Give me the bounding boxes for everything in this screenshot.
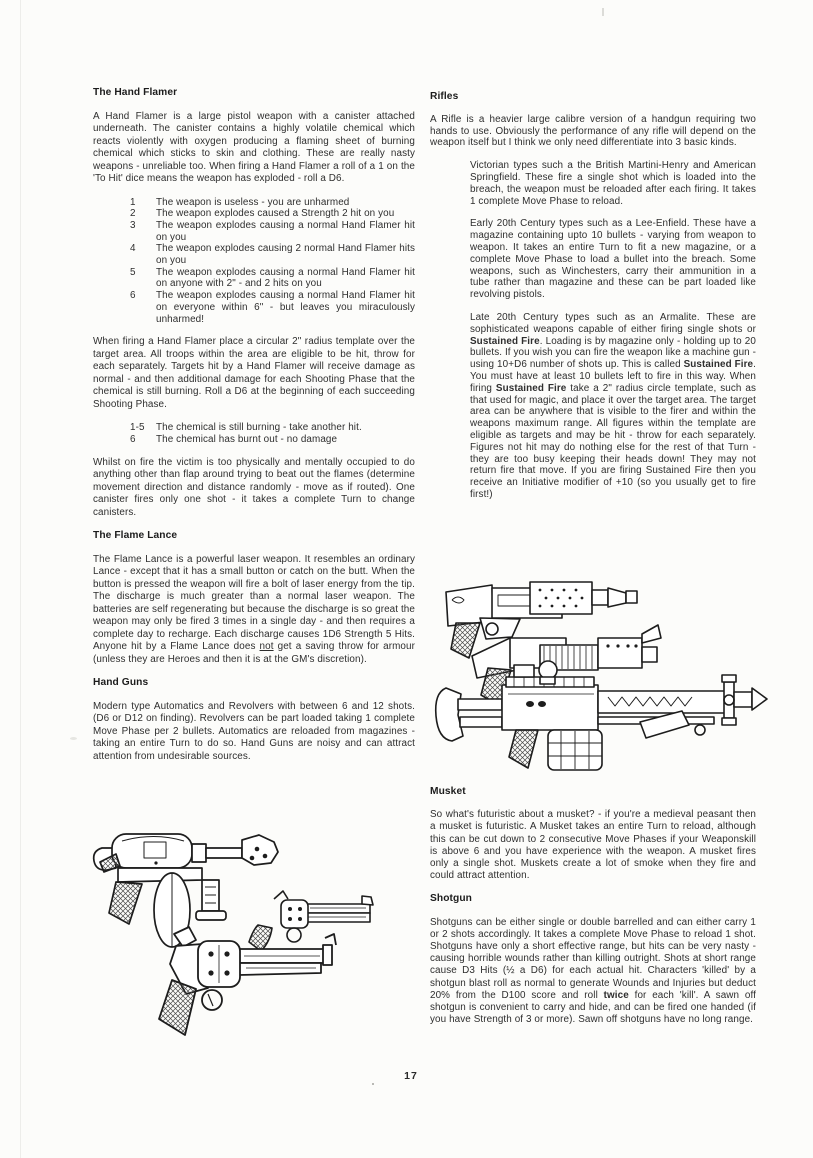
table-row xyxy=(93,267,415,290)
rifles-line-art xyxy=(430,570,772,784)
right-column-top xyxy=(430,91,756,512)
dice-roll: 6 xyxy=(130,433,136,445)
dice-roll: 6 xyxy=(130,290,136,302)
revolver-large-drawing xyxy=(159,927,336,1035)
table-row xyxy=(93,422,415,434)
scan-crease xyxy=(20,0,21,1158)
dice-result-text: The weapon explodes causing a normal Hand Flamer hit on everyone within 6" - but leaves you miraculously unharmed! xyxy=(156,290,415,325)
rifles-early20th-paragraph: Early 20th Century types such as a Lee-Enfield. These have a magazine containing upto 10 bullets - varying from weapon to weapon. It takes an entire Turn to fit a new magazine, or a complete Move Phase to load a bullet into the breach. Some weapons, such as Winchesters, carry their ammunition in a tube rather than magazine and these can be part loaded like revolving pistols. xyxy=(470,218,756,301)
table-row xyxy=(93,290,415,325)
rifles-late20th-paragraph xyxy=(470,312,756,501)
page-number: 17 xyxy=(404,1070,418,1082)
text-run: Late 20th Century types such as an Armalite. These are sophisticated weapons capable of either firing single shots or xyxy=(470,311,756,335)
dice-result-text: The chemical is still burning - take another hit. xyxy=(156,422,362,434)
table-row xyxy=(93,197,415,209)
musket-paragraph: So what's futuristic about a musket? - if you're a medieval peasant then a musket is futuristic. A Musket takes an entire Turn to reload, although this can be cut down to 2 consecutive Move Phases if your Weaponskill is above 6 and you have experience with the weapon. A musket fires only a single shot. Muskets create a lot of smoke when they fire and could attract attention. xyxy=(430,809,756,882)
section-heading-flame-lance: The Flame Lance xyxy=(93,530,178,542)
bold-text: Sustained Fire xyxy=(495,382,567,394)
rifles-victorian-paragraph: Victorian types such a the British Martini-Henry and American Springfield. These fire a single shot which is loaded into the breach, the weapon must be reloaded after each firing. It takes 1 complete Move Phase to reload. xyxy=(470,160,756,207)
dice-result-text: The weapon is useless - you are unharmed xyxy=(156,196,350,208)
section-heading-hand-flamer: The Hand Flamer xyxy=(93,87,178,98)
rifles-illustration xyxy=(430,570,772,784)
section-heading-musket: Musket xyxy=(430,786,466,797)
scan-smudge xyxy=(70,737,77,740)
bold-text: Sustained Fire xyxy=(683,359,754,371)
dice-roll: 3 xyxy=(130,219,136,231)
dice-result-text: The weapon explodes causing a normal Hand Flamer hit on you xyxy=(156,219,415,243)
hand-guns-line-art xyxy=(88,816,426,1066)
hand-flamer-intro-paragraph: A Hand Flamer is a large pistol weapon with a canister attached underneath. The canister contains a highly volatile chemical which reacts violently with oxygen producing a flaming sheet of burning chemical which sticks to skin and clothing. These are really nasty weapons - unreliable too. When firing a Hand Flamer a roll of a 1 on the 'To Hit' dice means the weapon has exploded - roll a D6. xyxy=(93,110,415,184)
bold-text: Sustained Fire xyxy=(470,335,540,347)
section-heading-shotgun: Shotgun xyxy=(430,893,473,905)
dice-result-text: The chemical has burnt out - no damage xyxy=(156,433,338,445)
dice-result-text: The weapon explodes caused a Strength 2 hit on you xyxy=(156,208,395,220)
dice-roll: 1-5 xyxy=(130,422,145,434)
text-run: for each 'kill'. A sawn off shotgun is convenient to carry and hide, and can be fired one handed (if you have Strength of 3 or more). Sawn off shotguns have no long range. xyxy=(430,989,756,1026)
hand-flamer-burning-table xyxy=(93,422,415,445)
scan-smudge xyxy=(372,1083,374,1085)
dice-roll: 1 xyxy=(130,196,136,208)
text-run: . Loading is by magazine only - holding up to 20 bullets. If you wish you can fire the weapon like a machine gun - using 10+D6 number of shots up. This is called xyxy=(470,335,756,371)
rifles-intro-paragraph: A Rifle is a heavier large calibre version of a handgun requiring two hands to use. Obviously the performance of any rifle will depend on the weapon itself but I think we only need differentiate into 3 basic kinds. xyxy=(430,113,756,149)
flame-lance-paragraph xyxy=(93,554,415,667)
hand-guns-paragraph: Modern type Automatics and Revolvers with between 6 and 12 shots. (D6 or D12 on finding). Revolvers can be part loaded taking 1 complete Move Phase per 2 bullets. Automatics are reloaded from magazines - taking an entire Turn to do so. Hand Guns are noisy and can attract attention from undesirable sources. xyxy=(93,700,415,762)
hand-flamer-onfire-paragraph: Whilst on fire the victim is too physically and mentally occupied to do anything other than flap around trying to beat out the flames (determine movement direction and distance randomly - move as if routed). One canister fires only one shot - it takes a complete Turn to change canisters. xyxy=(93,456,415,518)
dice-result-text: The weapon explodes causing 2 normal Hand Flamer hits on you xyxy=(156,243,415,267)
table-row xyxy=(93,208,415,220)
text-run: . You must have at least 10 bullets left to fire in this way. When firing xyxy=(470,359,756,394)
dice-result-text: The weapon explodes causing a normal Hand Flamer hit on anyone with 2" - and 2 hits on you xyxy=(156,266,415,290)
hand-flamer-explosion-table xyxy=(93,197,415,326)
text-run: take a 2" radius circle template, such as that used for magic, and place it over the target area. The target area can be anywhere that is visible to the firer and within the weapons maximum range. All figures within the template are eligible as targets and may be hit - throw for each separately. Figures not hit may do nothing else for the rest of that Turn - they are too busy keeping their heads down! They may not return fire that move. If you are firing Sustained Fire then you receive an Initiative modifier of +10 (so you usually get to fire first!) xyxy=(470,382,756,500)
table-row xyxy=(93,220,415,243)
section-heading-hand-guns: Hand Guns xyxy=(93,677,149,689)
revolver-small-drawing xyxy=(249,891,373,951)
table-row xyxy=(93,434,415,446)
scan-smudge xyxy=(602,8,604,16)
text-run: get a saving throw for armour (unless they are Heroes and then it is at the GM's discretion). xyxy=(93,641,415,665)
dice-roll: 4 xyxy=(130,243,136,255)
text-run: Shotguns can be either single or double barrelled and can either carry 1 or 2 shots accordingly. It takes a complete Move Phase to reload 1 shot. Shotguns have only a short effective range, but hits can be very nasty - causing horrible wounds rather than killing outright. Shots at short range cause D3 Hits (½ a D6) for each actual hit. Characters 'killed' by a shotgun blast roll as normal to generate Wounds and Injuries but deduct 20% from the D100 score and roll xyxy=(430,916,756,1001)
right-column-bottom xyxy=(430,786,756,1037)
text-run: The Flame Lance is a powerful laser weapon. It resembles an ordinary Lance - except that it has a small button or catch on the butt. When the button is pressed the weapon will fire a bolt of laser energy from the tip. The discharge is much greater than a normal laser weapon. The batteries are self regenerating but because the discharge is so great the weapon may only be fired 3 times in a single day - and then requires a complete day to recharge. Each discharge causes 1D6 Strength 5 Hits. Anyone hit by a Flame Lance does xyxy=(93,553,415,653)
dice-roll: 2 xyxy=(130,208,136,220)
shotgun-paragraph xyxy=(430,917,756,1027)
dice-roll: 5 xyxy=(130,266,136,278)
bold-text: twice xyxy=(603,989,629,1001)
hand-flamer-template-paragraph: When firing a Hand Flamer place a circular 2" radius template over the target area. All troops within the area are eligible to be hit, throw for each separately. Targets hit by a Hand Flamer will receive damage as normal - and then additional damage for each Shooting Phase that the chemical is still burning. Roll a D6 at the beginning of each succeeding Shooting Phase. xyxy=(93,336,415,410)
hand-guns-illustration xyxy=(88,816,426,1066)
table-row xyxy=(93,243,415,266)
underlined-text: not xyxy=(259,641,274,653)
section-heading-rifles: Rifles xyxy=(430,91,459,102)
left-column xyxy=(93,87,415,774)
